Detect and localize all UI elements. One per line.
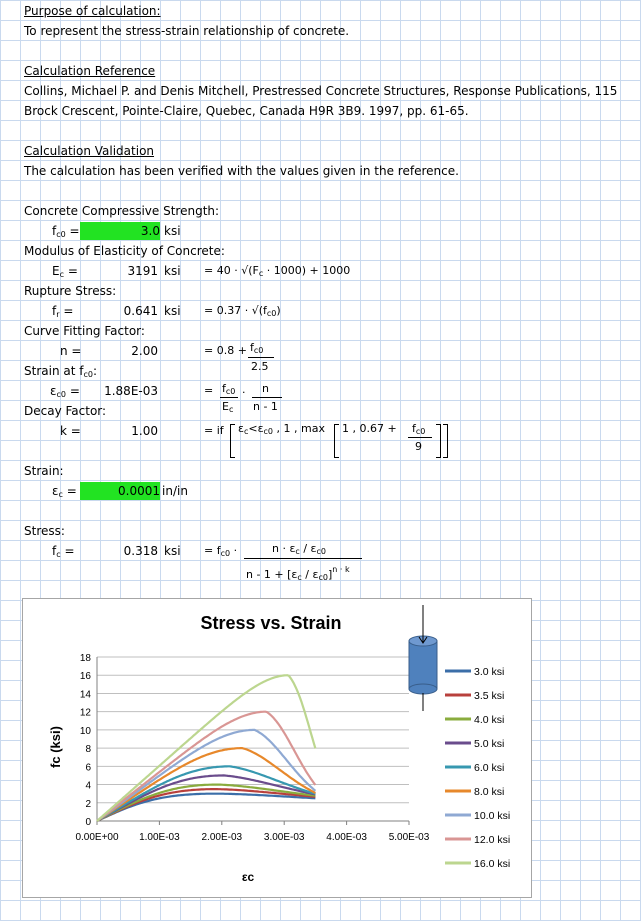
y-tick-label: 12 — [79, 707, 91, 719]
ec0-symbol: $\varepsilon_{c0}$ = — [50, 384, 80, 399]
strain-input[interactable]: 0.0001 — [118, 484, 160, 498]
n-formula: = 0.8 + — [204, 344, 247, 357]
y-tick-label: 4 — [85, 780, 91, 792]
fc0-label: Concrete Compressive Strength: — [24, 204, 220, 218]
ec-formula: = $40 \cdot √(F_c \cdot 1000) + 1000$ — [204, 264, 351, 278]
x-tick-label: 3.00E-03 — [263, 832, 305, 843]
reference-line2: Brock Crescent, Pointe-Claire, Quebec, Canada H9R 3B9. 1997, pp. 61-65. — [24, 104, 469, 118]
stress-formula: = $f_{c0}$ · — [204, 544, 238, 558]
ec0-den1: $E_c$ — [222, 400, 234, 414]
n-fraction-bar — [248, 357, 274, 358]
reference-line1: Collins, Michael P. and Denis Mitchell, Prestressed Concrete Structures, Response Publications, 115 — [24, 84, 618, 98]
x-tick-label: 2.00E-03 — [201, 832, 243, 843]
ec0-value: 1.88E-03 — [104, 384, 158, 398]
y-tick-label: 6 — [85, 762, 91, 774]
k-value: 1.00 — [131, 424, 158, 438]
stress-numerator: $n \cdot \varepsilon_c / \varepsilon_{c0}$ — [272, 542, 326, 556]
fr-formula: = $0.37 \cdot √(f_{c0})$ — [204, 304, 281, 318]
y-tick-label: 8 — [85, 744, 91, 756]
ec0-fraction-bar-2 — [252, 397, 282, 398]
k-bracket-left — [230, 424, 235, 458]
n-value: 2.00 — [131, 344, 158, 358]
fr-unit: ksi — [164, 304, 181, 318]
x-tick-label: 5.00E-03 — [388, 832, 430, 843]
legend-label: 12.0 ksi — [474, 834, 511, 846]
k-max-bracket-right — [436, 424, 441, 458]
legend-label: 3.5 ksi — [474, 690, 505, 702]
stress-label: Stress: — [24, 524, 65, 538]
legend-label: 5.0 ksi — [474, 738, 505, 750]
x-axis-label: εc — [241, 870, 255, 884]
fr-symbol: $f_r$ = — [52, 304, 74, 319]
ec0-num2: n — [262, 382, 269, 395]
x-tick-label: 1.00E-03 — [139, 832, 180, 843]
legend-label: 8.0 ksi — [474, 786, 505, 798]
ec0-dot: · — [242, 386, 246, 399]
ec-value: 3191 — [127, 264, 158, 278]
y-tick-label: 16 — [79, 671, 91, 683]
reference-title: Calculation Reference — [24, 64, 156, 78]
n-symbol: n = — [60, 344, 82, 358]
y-tick-label: 18 — [79, 653, 91, 664]
fr-label: Rupture Stress: — [24, 284, 117, 298]
fc0-symbol: $f_{c0}$ = — [52, 224, 80, 239]
ec0-num1: $f_{c0}$ — [222, 382, 236, 396]
k-max-bracket-left — [334, 424, 339, 458]
ec-unit: ksi — [164, 264, 181, 278]
k-max-arg: 1 , 0.67 + — [342, 422, 397, 435]
legend-label: 6.0 ksi — [474, 762, 505, 774]
fc0-unit: ksi — [164, 224, 181, 238]
ec0-den2: n - 1 — [253, 400, 278, 413]
k-denominator: 9 — [415, 440, 422, 453]
stress-value: 0.318 — [123, 544, 158, 558]
y-tick-label: 10 — [79, 725, 91, 737]
stress-fraction-bar — [244, 558, 362, 559]
ec0-label: Strain at $f_{c0}$: — [24, 364, 98, 379]
stress-symbol: $f_c$ = — [52, 544, 75, 559]
fc0-input[interactable]: 3.0 — [140, 224, 160, 238]
chart-svg — [23, 599, 531, 897]
chart-legend — [445, 666, 510, 870]
stress-denominator: $n - 1 + [\varepsilon_c / \varepsilon_{c0}]^{n \cdot k}$ — [246, 565, 350, 582]
ec0-fraction-bar-1 — [220, 397, 238, 398]
y-tick-label: 14 — [79, 689, 91, 701]
y-axis-label: fc (ksi) — [48, 726, 63, 768]
legend-label: 16.0 ksi — [474, 858, 511, 870]
purpose-text: To represent the stress-strain relationship of concrete. — [24, 24, 350, 38]
x-tick-label: 4.00E-03 — [326, 832, 367, 843]
concrete-cylinder-icon — [409, 605, 437, 711]
y-tick-label: 0 — [85, 817, 91, 828]
k-formula: = if — [204, 424, 224, 437]
n-label: Curve Fitting Factor: — [24, 324, 145, 338]
validation-text: The calculation has been verified with the values given in the reference. — [24, 164, 459, 178]
strain-label: Strain: — [24, 464, 64, 478]
purpose-title: Purpose of calculation: — [24, 4, 161, 18]
ec0-formula-eq: = — [204, 384, 214, 397]
k-symbol: k = — [60, 424, 81, 438]
y-tick-label: 2 — [85, 798, 91, 810]
k-bracket-right — [443, 424, 448, 458]
ec-label: Modulus of Elasticity of Concrete: — [24, 244, 225, 258]
chart-title: Stress vs. Strain — [200, 613, 342, 633]
k-label: Decay Factor: — [24, 404, 107, 418]
legend-label: 10.0 ksi — [474, 810, 511, 822]
x-tick-label: 0.00E+00 — [75, 832, 119, 843]
legend-label: 4.0 ksi — [474, 714, 505, 726]
stress-unit: ksi — [164, 544, 181, 558]
legend-label: 3.0 ksi — [474, 666, 505, 678]
n-numerator: $f_{c0}$ — [250, 341, 264, 355]
k-condition: $\varepsilon_c<\varepsilon_{c0}$ , 1 , max — [238, 422, 325, 436]
n-denominator: 2.5 — [251, 360, 269, 373]
stress-strain-chart — [22, 598, 532, 898]
k-fraction-bar — [408, 437, 432, 438]
strain-symbol: $\varepsilon_c$ = — [52, 484, 77, 499]
validation-title: Calculation Validation — [24, 144, 155, 158]
strain-unit: in/in — [162, 484, 188, 498]
fr-value: 0.641 — [123, 304, 158, 318]
ec-symbol: $E_c$ = — [52, 264, 78, 279]
k-numerator: $f_{c0}$ — [412, 422, 426, 436]
